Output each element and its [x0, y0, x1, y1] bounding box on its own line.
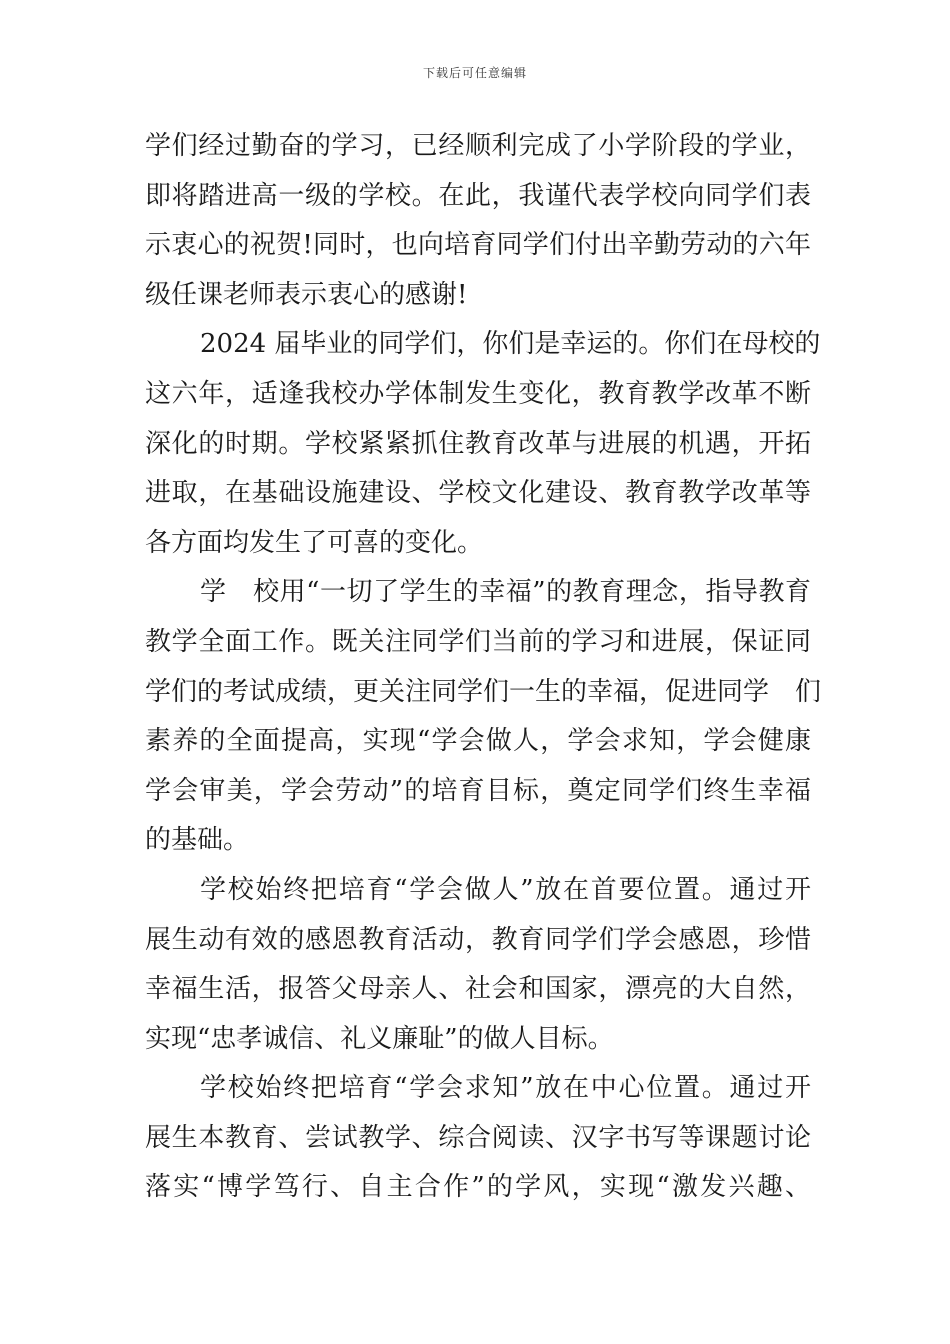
text-line: 学们的考试成绩，更关注同学们一生的幸福，促进同学 们 [145, 676, 822, 707]
paragraph-first-line: 学 校用“一切了学生的幸福”的教育理念，指导教育 [200, 577, 811, 608]
text-line: 各方面均发生了可喜的变化。 [145, 527, 484, 558]
header-note: 下载后可任意编辑 [422, 66, 527, 80]
text-line: 教学全面工作。既关注同学们当前的学习和进展，保证同 [145, 626, 811, 657]
text-line: 落实“博学笃行、自主合作”的学风，实现“激发兴趣、 [145, 1172, 811, 1203]
text-line: 展生本教育、尝试教学、综合阅读、汉字书写等课题讨论 [145, 1122, 811, 1153]
paragraph-first-line: 学校始终把培育“学会求知”放在中心位置。通过开 [200, 1073, 811, 1104]
text-line: 级任课老师表示衷心的感谢! [145, 279, 468, 310]
text-line: 学会审美，学会劳动”的培育目标，奠定同学们终生幸福 [145, 775, 811, 806]
text-line: 深化的时期。学校紧紧抓住教育改革与进展的机遇，开拓 [145, 428, 811, 459]
text-line: 展生动有效的感恩教育活动，教育同学们学会感恩，珍惜 [145, 924, 811, 955]
text-line: 实现“忠孝诚信、礼义廉耻”的做人目标。 [145, 1023, 614, 1054]
text-line: 即将踏进高一级的学校。在此，我谨代表学校向同学们表 [145, 180, 811, 211]
paragraph-first-line: 2024 届毕业的同学们，你们是幸运的。你们在母校的 [200, 329, 821, 360]
body-text [145, 122, 822, 1213]
text-line: 的基础。 [145, 825, 250, 856]
text-line: 素养的全面提高，实现“学会做人，学会求知，学会健康 [145, 726, 811, 757]
text-line: 示衷心的祝贺!同时，也向培育同学们付出辛勤劳动的六年 [145, 230, 811, 261]
paragraph-first-line: 学校始终把培育“学会做人”放在首要位置。通过开 [200, 874, 811, 905]
text-line: 学们经过勤奋的学习，已经顺利完成了小学阶段的学业， [145, 131, 811, 161]
text-line: 幸福生活，报答父母亲人、社会和国家，漂亮的大自然， [145, 974, 811, 1005]
text-line: 这六年，适逢我校办学体制发生变化，教育教学改革不断 [145, 378, 811, 409]
text-line: 进取，在基础设施建设、学校文化建设、教育教学改革等 [145, 478, 811, 509]
